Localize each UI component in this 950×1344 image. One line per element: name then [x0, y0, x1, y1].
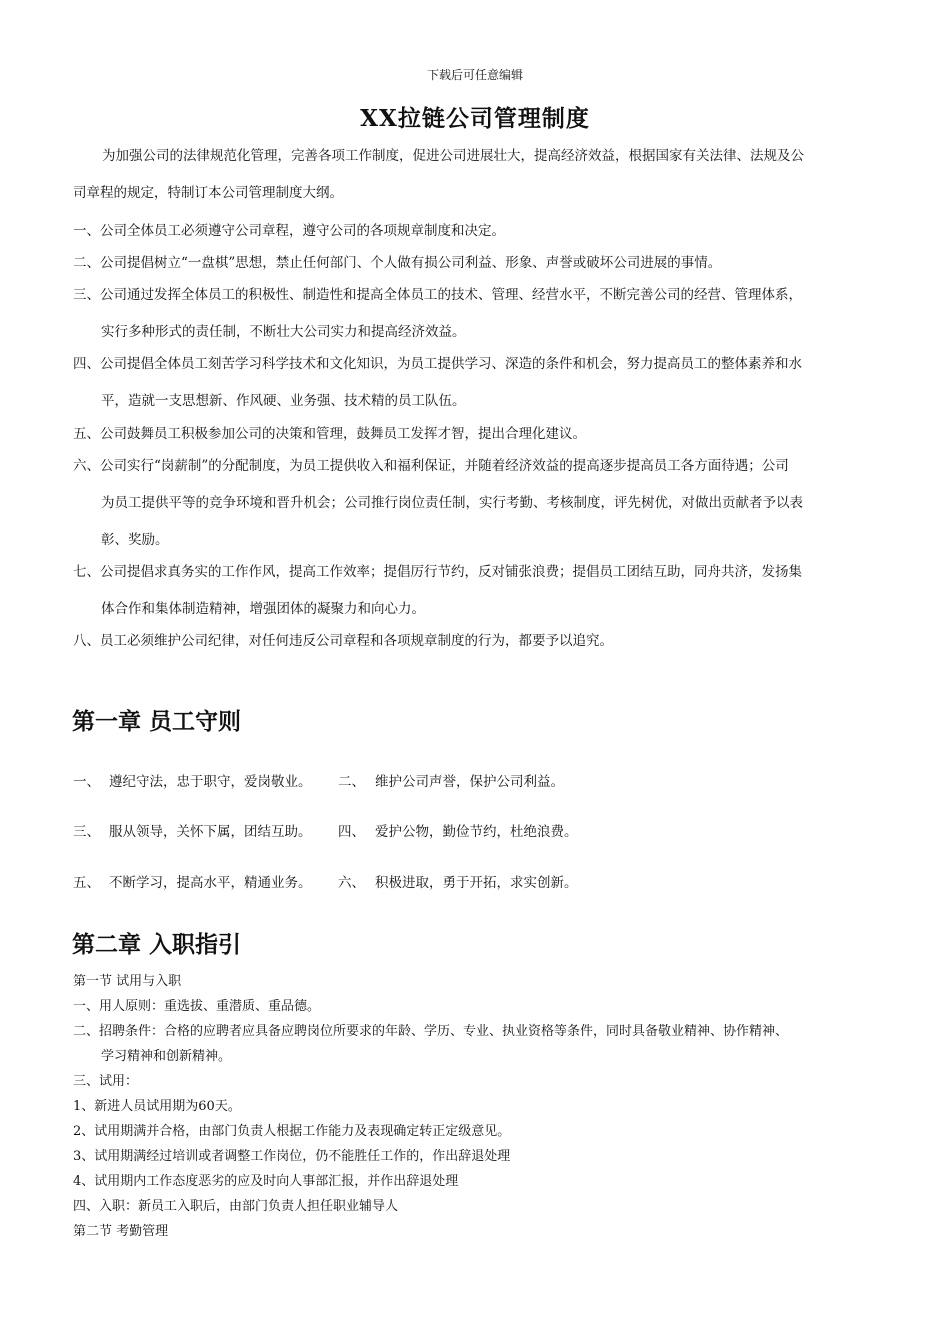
rule-text: 不断学习，提高水平，精通业务。 [109, 875, 312, 891]
body-line: 四、入职：新员工入职后，由部门负责人担任职业辅导人 [73, 1199, 399, 1214]
outline-item: 六、公司实行“岗薪制”的分配制度，为员工提供收入和福利保证，并随着经济效益的提高逐步提高员工各方面待遇；公司 [73, 458, 789, 474]
section-heading: 第一节 试用与入职 [73, 974, 182, 989]
outline-item-cont: 体合作和集体制造精神，增强团体的凝聚力和向心力。 [101, 601, 425, 617]
chapter-1-title: 第一章 员工守则 [72, 709, 242, 735]
rule-number: 二、 [338, 774, 365, 790]
chapter-2-title: 第二章 入职指引 [72, 932, 242, 958]
rule-number: 四、 [338, 824, 365, 840]
outline-item-cont: 平，造就一支思想新、作风硬、业务强、技术精的员工队伍。 [101, 393, 466, 409]
body-line-cont: 学习精神和创新精神。 [101, 1049, 232, 1064]
body-line: 4、试用期内工作态度恶劣的应及时向人事部汇报，并作出辞退处理 [73, 1174, 459, 1189]
body-line: 二、招聘条件：合格的应聘者应具备应聘岗位所要求的年龄、学历、专业、执业资格等条件，同时具备敬业精神、协作精神、 [73, 1024, 789, 1039]
rule-number: 五、 [73, 875, 100, 891]
rule-text: 服从领导，关怀下属，团结互助。 [109, 824, 312, 840]
outline-item: 四、公司提倡全体员工刻苦学习科学技术和文化知识，为员工提供学习、深造的条件和机会，努力提高员工的整体素养和水 [73, 356, 802, 372]
section-heading: 第二节 考勤管理 [73, 1224, 169, 1239]
outline-item: 五、公司鼓舞员工积极参加公司的决策和管理，鼓舞员工发挥才智，提出合理化建议。 [73, 426, 586, 442]
document-title: XX拉链公司管理制度 [360, 105, 590, 132]
rule-number: 六、 [338, 875, 365, 891]
rule-number: 三、 [73, 824, 100, 840]
outline-item: 三、公司通过发挥全体员工的积极性、制造性和提高全体员工的技术、管理、经营水平，不断完善公司的经营、管理体系， [73, 287, 802, 303]
outline-item: 二、公司提倡树立“一盘棋”思想，禁止任何部门、个人做有损公司利益、形象、声誉或破坏公司进展的事情。 [73, 255, 722, 271]
intro-line: 司章程的规定，特制订本公司管理制度大纲。 [73, 185, 343, 201]
body-line: 2、试用期满并合格，由部门负责人根据工作能力及表现确定转正定级意见。 [73, 1124, 511, 1139]
outline-item: 七、公司提倡求真务实的工作作风，提高工作效率；提倡厉行节约，反对铺张浪费；提倡员工团结互助，同舟共济，发扬集 [73, 564, 802, 580]
intro-line: 为加强公司的法律规范化管理，完善各项工作制度，促进公司进展壮大，提高经济效益，根据国家有关法律、法规及公 [102, 148, 804, 164]
outline-item-cont: 实行多种形式的责任制，不断壮大公司实力和提高经济效益。 [101, 324, 466, 340]
rule-text: 积极进取，勇于开拓，求实创新。 [375, 875, 578, 891]
body-line: 3、试用期满经过培训或者调整工作岗位，仍不能胜任工作的，作出辞退处理 [73, 1149, 511, 1164]
rule-text: 遵纪守法，忠于职守，爱岗敬业。 [109, 774, 312, 790]
outline-item-cont: 为员工提供平等的竞争环境和晋升机会；公司推行岗位责任制，实行考勤、考核制度，评先树优，对做出贡献者予以表 [101, 495, 803, 511]
body-line: 三、试用： [73, 1074, 139, 1089]
outline-item: 八、员工必须维护公司纪律，对任何违反公司章程和各项规章制度的行为，都要予以追究。 [73, 633, 613, 649]
body-line: 1、新进人员试用期为60天。 [73, 1099, 241, 1114]
body-line: 一、用人原则：重选拔、重潜质、重品德。 [73, 999, 321, 1014]
rule-text: 维护公司声誉，保护公司利益。 [375, 774, 564, 790]
outline-item-cont: 彰、奖励。 [101, 532, 169, 548]
outline-item: 一、公司全体员工必须遵守公司章程，遵守公司的各项规章制度和决定。 [73, 223, 505, 239]
header-note: 下载后可任意编辑 [426, 68, 523, 82]
rule-text: 爱护公物，勤俭节约，杜绝浪费。 [375, 824, 578, 840]
rule-number: 一、 [73, 774, 100, 790]
